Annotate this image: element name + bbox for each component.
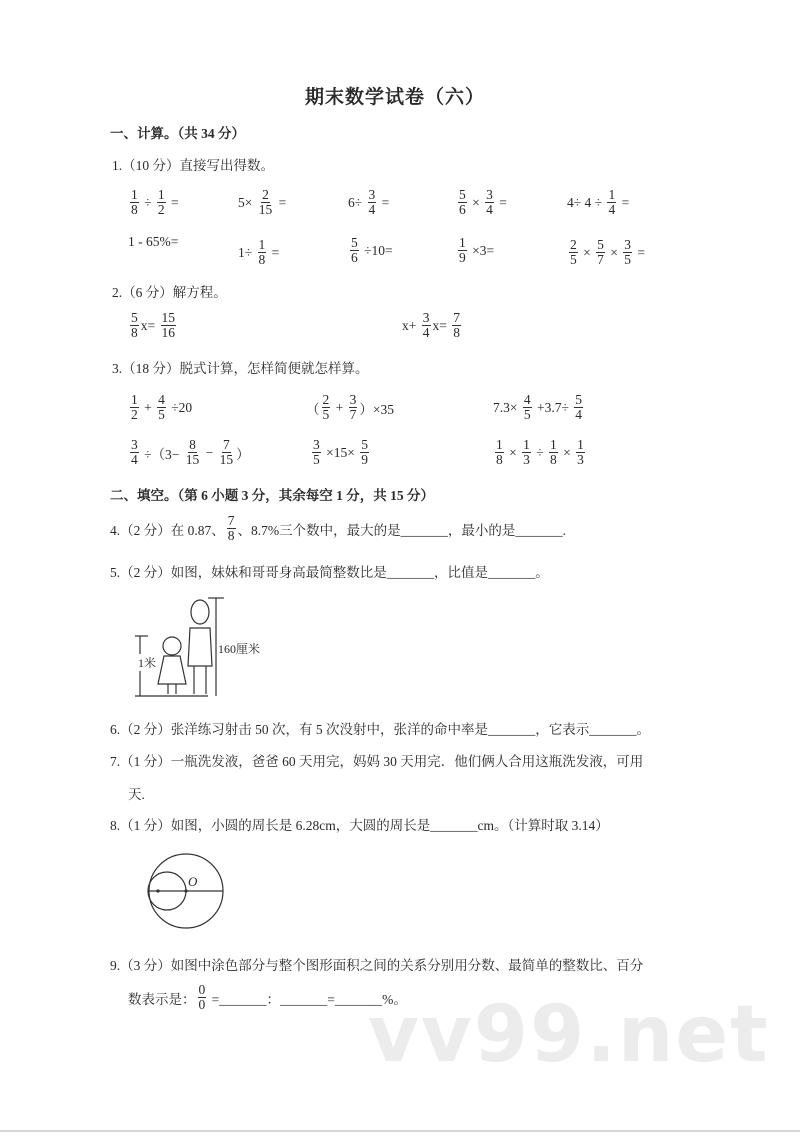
q7-text-cont <box>128 783 145 803</box>
fraction <box>130 393 139 422</box>
expr-text: 天. <box>128 787 145 802</box>
expr-text: = <box>634 244 645 260</box>
q2-label: 2.（6 分）解方程。 <box>112 285 227 300</box>
fraction <box>574 393 583 422</box>
numerator: 3 <box>624 237 631 252</box>
fraction <box>596 238 605 267</box>
expr-text: ×15× <box>322 444 359 460</box>
height-figure <box>128 592 263 702</box>
fraction <box>258 238 267 267</box>
expr-text: ÷10= <box>360 242 393 258</box>
expr-text: = <box>275 194 287 210</box>
q3-expr <box>310 438 371 467</box>
q2-equation <box>128 311 178 340</box>
fraction <box>130 311 139 340</box>
expr-text: 9.（3 分）如图中涂色部分与整个图形面积之间的关系分别用分数、最简单的整数比、百分 <box>110 958 644 973</box>
q3-expr <box>306 393 394 422</box>
expr-text: 6÷ <box>348 194 366 210</box>
denominator: 5 <box>570 252 577 268</box>
fraction <box>312 438 321 467</box>
numerator: 1 <box>258 237 266 252</box>
numerator: 8 <box>189 437 196 452</box>
denominator: 4 <box>575 407 583 423</box>
expr-text: 、8.7%三个数中，最大的是_______，最小的是_______. <box>237 522 566 538</box>
expr-text: ÷ <box>532 444 548 460</box>
q1-expr <box>567 238 645 267</box>
denominator: 8 <box>227 528 235 544</box>
fraction <box>349 393 358 422</box>
q8-text <box>110 814 609 834</box>
expr-text: × <box>559 444 575 460</box>
numerator: 1 <box>608 187 616 202</box>
expr-text: 5.（2 分）如图，妹妹和哥哥身高最简整数比是_______，比值是_______。 <box>110 565 549 580</box>
denominator: 2 <box>157 202 165 218</box>
expr-text: 4.（2 分）在 0.87、 <box>110 522 225 538</box>
denominator: 9 <box>459 250 466 266</box>
denominator: 5 <box>322 407 330 423</box>
denominator: 15 <box>258 202 273 218</box>
denominator: 8 <box>496 452 503 468</box>
expr-text: ） <box>236 446 250 462</box>
numerator: 3 <box>131 437 138 452</box>
fraction <box>569 238 578 267</box>
denominator: 8 <box>131 325 138 341</box>
expr-text: × <box>505 444 521 460</box>
denominator: 8 <box>453 325 460 341</box>
fraction <box>495 438 504 467</box>
q1-expr <box>348 236 393 265</box>
expr-text: 7.3× <box>493 399 521 415</box>
expr-text: = <box>618 194 630 210</box>
numerator: 7 <box>453 310 460 325</box>
q4-text <box>110 514 566 543</box>
expr-text: x= <box>140 317 159 333</box>
q1-expr <box>128 188 179 217</box>
expr-text: 4÷ 4 ÷ <box>567 194 606 210</box>
expr-text: ÷20 <box>167 399 193 415</box>
numerator: 1 <box>523 437 530 452</box>
expr-text: + <box>140 399 156 415</box>
fraction <box>350 236 359 265</box>
q7-text <box>110 750 643 770</box>
numerator: 3 <box>422 310 430 325</box>
expr-text: ）×35 <box>359 401 394 417</box>
fraction <box>422 311 431 340</box>
numerator: 1 <box>459 235 466 250</box>
denominator: 4 <box>608 202 616 218</box>
expr-text: =_______：_______=_______%。 <box>208 991 407 1007</box>
expr-text: = <box>378 194 390 210</box>
expr-text: x= <box>432 317 451 333</box>
numerator: 1 <box>157 187 165 202</box>
expr-text: 5× <box>238 194 256 210</box>
fraction <box>576 438 585 467</box>
numerator: 1 <box>131 187 138 202</box>
expr-text: ×3= <box>468 242 495 258</box>
denominator: 7 <box>597 252 604 268</box>
denominator: 6 <box>459 202 466 218</box>
q1-label: 1.（10 分）直接写出得数。 <box>112 158 274 173</box>
fraction <box>219 438 235 467</box>
q5-text <box>110 561 549 581</box>
denominator: 15 <box>219 452 234 468</box>
numerator: 5 <box>575 392 583 407</box>
denominator: 7 <box>349 407 357 423</box>
expr-text: = <box>268 244 280 260</box>
denominator: 5 <box>624 252 631 268</box>
numerator: 5 <box>459 187 466 202</box>
numerator: 5 <box>597 237 604 252</box>
q3-expr <box>493 438 587 467</box>
denominator: 9 <box>361 452 368 468</box>
numerator: 2 <box>262 187 269 202</box>
numerator: 4 <box>523 392 531 407</box>
expr-text: 7.（1 分）一瓶洗发液，爸爸 60 天用完，妈妈 30 天用完．他们俩人合用这瓶洗发液，可用 <box>110 754 644 769</box>
denominator: 15 <box>185 452 200 468</box>
expr-text: + <box>332 399 347 415</box>
boy-height-label: 160厘米 <box>218 642 261 656</box>
fraction <box>161 311 177 340</box>
q6-text <box>110 718 650 738</box>
expr-text: （ <box>306 401 320 417</box>
numerator: 3 <box>313 437 320 452</box>
q1-expr <box>128 234 178 250</box>
q3-expr <box>128 438 250 467</box>
expr-text: × <box>579 244 595 260</box>
numerator: 1 <box>131 392 138 407</box>
q1-expr <box>567 188 629 217</box>
q1-expr <box>238 238 279 267</box>
denominator: 8 <box>258 252 266 268</box>
fraction <box>157 188 166 217</box>
denominator: 5 <box>313 452 320 468</box>
denominator: 3 <box>577 452 584 468</box>
numerator: 5 <box>351 235 358 250</box>
q1-expr <box>348 188 389 217</box>
numerator: 7 <box>227 513 235 528</box>
section-1-heading: 一、计算。（共 34 分） <box>110 126 245 141</box>
center-o-label: O <box>188 874 198 889</box>
q3-expr <box>493 393 585 422</box>
fraction <box>458 236 467 265</box>
fraction <box>523 393 532 422</box>
q9-text-cont <box>128 983 407 1012</box>
denominator: 4 <box>131 452 138 468</box>
denominator: 0 <box>198 997 206 1013</box>
numerator: 1 <box>577 437 584 452</box>
girl-height-label: 1米 <box>138 656 157 670</box>
numerator: 5 <box>131 310 138 325</box>
denominator: 4 <box>486 202 493 218</box>
fraction <box>522 438 531 467</box>
numerator: 15 <box>161 310 175 325</box>
denominator: 8 <box>131 202 138 218</box>
q3-label: 3.（18 分）脱式计算，怎样简便就怎样算。 <box>112 361 369 376</box>
expr-text: = <box>167 194 179 210</box>
expr-text: − <box>202 444 217 460</box>
q1-expr <box>456 188 507 217</box>
expr-text: 6.（2 分）张洋练习射击 50 次，有 5 次没射中，张洋的命中率是_______，它表示_______。 <box>110 722 650 737</box>
numerator: 4 <box>158 392 165 407</box>
numerator: 3 <box>486 187 493 202</box>
circle-figure <box>128 846 238 938</box>
expr-text: 数表示是： <box>128 991 196 1007</box>
fraction <box>157 393 166 422</box>
fraction <box>322 393 331 422</box>
fraction <box>549 438 558 467</box>
q3-expr <box>128 393 192 422</box>
fraction <box>360 438 369 467</box>
numerator: 0 <box>198 982 206 997</box>
fraction <box>130 188 139 217</box>
watermark: vv99.net <box>368 990 770 1080</box>
fraction <box>185 438 201 467</box>
denominator: 16 <box>161 325 175 341</box>
numerator: 3 <box>368 187 376 202</box>
expr-text: 8.（1 分）如图，小圆的周长是 6.28cm，大圆的周长是_______cm。（计算时取 3.14） <box>110 818 609 833</box>
numerator: 7 <box>223 437 230 452</box>
denominator: 3 <box>523 452 530 468</box>
fraction <box>458 188 467 217</box>
numerator: 2 <box>570 237 577 252</box>
numerator: 1 <box>496 437 503 452</box>
fraction <box>258 188 274 217</box>
denominator: 6 <box>351 250 358 266</box>
denominator: 5 <box>523 407 531 423</box>
fraction <box>130 438 139 467</box>
expr-text: = <box>495 194 507 210</box>
q1-expr <box>456 236 494 265</box>
page-title: 期末数学试卷（六） <box>304 87 485 108</box>
numerator: 3 <box>349 392 357 407</box>
fraction <box>485 188 494 217</box>
numerator: 2 <box>322 392 330 407</box>
numerator: 1 <box>550 437 557 452</box>
fraction <box>227 514 236 543</box>
q9-text <box>110 954 643 974</box>
q2-equation <box>402 311 463 340</box>
section-2-heading: 二、填空。（第 6 小题 3 分，其余每空 1 分，共 15 分） <box>110 488 434 503</box>
denominator: 5 <box>158 407 165 423</box>
expr-text: ÷（3− <box>140 446 183 462</box>
denominator: 2 <box>131 407 138 423</box>
numerator: 5 <box>361 437 368 452</box>
denominator: 4 <box>368 202 376 218</box>
expr-text: x+ <box>402 317 420 333</box>
q1-expr <box>238 188 286 217</box>
expr-text: × <box>468 194 484 210</box>
denominator: 4 <box>422 325 430 341</box>
fraction <box>607 188 616 217</box>
expr-text: 1 - 65%= <box>128 234 179 249</box>
expr-text: ÷ <box>140 194 155 210</box>
fraction <box>198 983 207 1012</box>
denominator: 8 <box>550 452 557 468</box>
fraction <box>452 311 461 340</box>
circles-diagram <box>128 846 238 938</box>
fraction <box>623 238 632 267</box>
expr-text: × <box>606 244 622 260</box>
expr-text: 1÷ <box>238 244 256 260</box>
fraction <box>368 188 377 217</box>
expr-text: +3.7÷ <box>533 399 573 415</box>
